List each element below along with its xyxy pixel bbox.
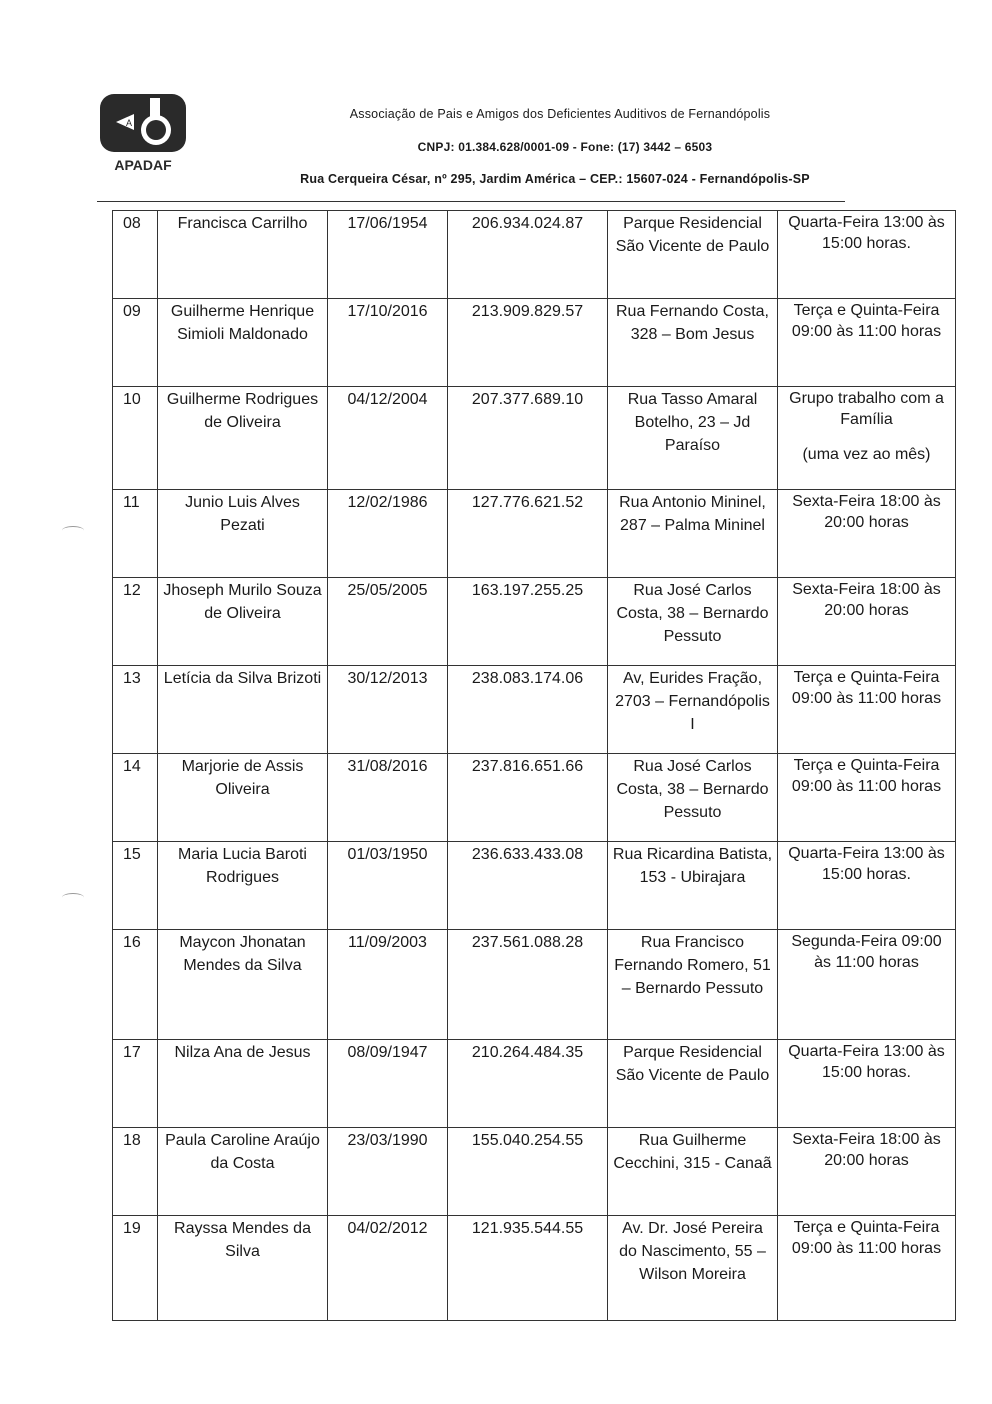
row-number bbox=[113, 387, 158, 490]
svg-text:A: A bbox=[126, 118, 133, 128]
document-number bbox=[448, 299, 608, 387]
document-number-text: 127.776.621.52 bbox=[471, 494, 584, 511]
student-name bbox=[158, 387, 328, 490]
row-number bbox=[113, 578, 158, 666]
schedule bbox=[778, 666, 956, 754]
table-row bbox=[113, 666, 956, 754]
table-row bbox=[113, 578, 956, 666]
birth-date-text: 23/03/1990 bbox=[347, 1132, 428, 1149]
schedule bbox=[778, 930, 956, 1040]
document-number bbox=[448, 211, 608, 299]
table-row bbox=[113, 754, 956, 842]
address-text: Rua José Carlos Costa, 38 – Bernardo Pessuto bbox=[616, 758, 769, 821]
address-text: Rua Guilherme Cecchini, 315 - Canaã bbox=[613, 1132, 772, 1172]
document-number-text: 210.264.484.35 bbox=[471, 1044, 584, 1061]
schedule-text: Sexta-Feira 18:00 às 20:00 horas bbox=[792, 493, 941, 531]
row-number-text: 08 bbox=[123, 215, 141, 232]
document-number-text: 238.083.174.06 bbox=[471, 670, 584, 687]
address bbox=[608, 578, 778, 666]
row-number bbox=[113, 842, 158, 930]
schedule-note: (uma vez ao mês) bbox=[802, 446, 931, 463]
org-name: Associação de Pais e Amigos dos Deficientes Auditivos de Fernandópolis bbox=[349, 107, 771, 121]
schedule-text: Sexta-Feira 18:00 às 20:00 horas bbox=[792, 1131, 941, 1169]
student-name-text: Guilherme Henrique Simioli Maldonado bbox=[170, 303, 315, 343]
birth-date-text: 30/12/2013 bbox=[347, 670, 428, 687]
document-number-text: 206.934.024.87 bbox=[471, 215, 584, 232]
student-name bbox=[158, 754, 328, 842]
document-number bbox=[448, 490, 608, 578]
schedule-text: Terça e Quinta-Feira 09:00 às 11:00 horas bbox=[791, 302, 942, 340]
birth-date-text: 17/10/2016 bbox=[347, 303, 428, 320]
document-number-text: 207.377.689.10 bbox=[471, 391, 584, 408]
schedule bbox=[778, 1216, 956, 1321]
schedule-text: Sexta-Feira 18:00 às 20:00 horas bbox=[792, 581, 941, 619]
birth-date bbox=[328, 754, 448, 842]
row-number-text: 09 bbox=[123, 303, 141, 320]
student-name bbox=[158, 930, 328, 1040]
row-number-text: 17 bbox=[123, 1044, 141, 1061]
address-text: Av. Dr. José Pereira do Nascimento, 55 – Wilson Moreira bbox=[619, 1220, 766, 1283]
schedule bbox=[778, 1040, 956, 1128]
table-row bbox=[113, 1128, 956, 1216]
address bbox=[608, 1216, 778, 1321]
schedule bbox=[778, 1128, 956, 1216]
row-number-text: 14 bbox=[123, 758, 141, 775]
address-text: Rua Fernando Costa, 328 – Bom Jesus bbox=[616, 303, 769, 343]
cnpj-line: CNPJ: 01.384.628/0001-09 - Fone: (17) 3442 – 6503 bbox=[417, 140, 713, 154]
schedule bbox=[778, 490, 956, 578]
document-number bbox=[448, 842, 608, 930]
row-number bbox=[113, 299, 158, 387]
row-number bbox=[113, 1040, 158, 1128]
birth-date-text: 08/09/1947 bbox=[347, 1044, 428, 1061]
document-number bbox=[448, 930, 608, 1040]
document-number-text: 213.909.829.57 bbox=[471, 303, 584, 320]
address bbox=[608, 930, 778, 1040]
apadaf-logo bbox=[98, 92, 188, 174]
schedule-text: Terça e Quinta-Feira 09:00 às 11:00 horas bbox=[791, 1219, 942, 1257]
document-number bbox=[448, 578, 608, 666]
document-number-text: 237.561.088.28 bbox=[471, 934, 584, 951]
row-number bbox=[113, 754, 158, 842]
birth-date bbox=[328, 930, 448, 1040]
student-name-text: Letícia da Silva Brizoti bbox=[163, 670, 322, 687]
student-name-text: Maria Lucia Baroti Rodrigues bbox=[178, 846, 307, 886]
address bbox=[608, 754, 778, 842]
birth-date bbox=[328, 490, 448, 578]
schedule bbox=[778, 578, 956, 666]
table-row bbox=[113, 930, 956, 1040]
student-name bbox=[158, 490, 328, 578]
birth-date-text: 04/12/2004 bbox=[347, 391, 428, 408]
student-name-text: Jhoseph Murilo Souza de Oliveira bbox=[163, 582, 322, 622]
birth-date-text: 25/05/2005 bbox=[347, 582, 428, 599]
student-name-text: Paula Caroline Araújo da Costa bbox=[165, 1132, 320, 1172]
birth-date bbox=[328, 211, 448, 299]
student-name-text: Rayssa Mendes da Silva bbox=[174, 1220, 311, 1260]
birth-date bbox=[328, 842, 448, 930]
address-text: Rua Antonio Mininel, 287 – Palma Mininel bbox=[619, 494, 766, 534]
row-number bbox=[113, 490, 158, 578]
row-number bbox=[113, 666, 158, 754]
row-number bbox=[113, 211, 158, 299]
schedule-text: Segunda-Feira 09:00 às 11:00 horas bbox=[791, 933, 942, 971]
birth-date bbox=[328, 387, 448, 490]
student-name bbox=[158, 299, 328, 387]
address bbox=[608, 490, 778, 578]
row-number-text: 19 bbox=[123, 1220, 141, 1237]
scan-mark bbox=[62, 526, 84, 535]
row-number bbox=[113, 1128, 158, 1216]
address bbox=[608, 666, 778, 754]
students-table bbox=[112, 210, 955, 1321]
row-number-text: 10 bbox=[123, 391, 141, 408]
document-number bbox=[448, 1040, 608, 1128]
birth-date bbox=[328, 1040, 448, 1128]
birth-date-text: 31/08/2016 bbox=[347, 758, 428, 775]
row-number-text: 11 bbox=[123, 494, 140, 511]
student-name-text: Maycon Jhonatan Mendes da Silva bbox=[179, 934, 306, 974]
scan-mark bbox=[62, 893, 84, 902]
document-number bbox=[448, 1216, 608, 1321]
row-number-text: 13 bbox=[123, 670, 141, 687]
address bbox=[608, 842, 778, 930]
row-number-text: 16 bbox=[123, 934, 141, 951]
logo-text: APADAF bbox=[114, 157, 172, 173]
row-number-text: 15 bbox=[123, 846, 141, 863]
row-number bbox=[113, 1216, 158, 1321]
table-row bbox=[113, 842, 956, 930]
address bbox=[608, 299, 778, 387]
address bbox=[608, 1128, 778, 1216]
address bbox=[608, 1040, 778, 1128]
document-number bbox=[448, 387, 608, 490]
address-text: Rua Francisco Fernando Romero, 51 – Bernardo Pessuto bbox=[614, 934, 771, 997]
student-name bbox=[158, 1128, 328, 1216]
address-text: Rua Tasso Amaral Botelho, 23 – Jd Paraíso bbox=[627, 391, 758, 454]
schedule-text: Quarta-Feira 13:00 às 15:00 horas. bbox=[788, 845, 945, 883]
student-name-text: Francisca Carrilho bbox=[177, 215, 308, 232]
student-name bbox=[158, 666, 328, 754]
address bbox=[608, 387, 778, 490]
birth-date-text: 12/02/1986 bbox=[347, 494, 428, 511]
student-name bbox=[158, 578, 328, 666]
document-number-text: 121.935.544.55 bbox=[471, 1220, 584, 1237]
student-name bbox=[158, 842, 328, 930]
birth-date-text: 01/03/1950 bbox=[347, 846, 428, 863]
row-number-text: 18 bbox=[123, 1132, 141, 1149]
document-number-text: 237.816.651.66 bbox=[471, 758, 584, 775]
document-number-text: 163.197.255.25 bbox=[471, 582, 584, 599]
student-name-text: Marjorie de Assis Oliveira bbox=[181, 758, 304, 798]
student-name bbox=[158, 1216, 328, 1321]
table-row bbox=[113, 211, 956, 299]
birth-date bbox=[328, 578, 448, 666]
student-name-text: Nilza Ana de Jesus bbox=[174, 1044, 311, 1061]
row-number-text: 12 bbox=[123, 582, 141, 599]
table-row bbox=[113, 490, 956, 578]
address-line: Rua Cerqueira César, nº 295, Jardim América – CEP.: 15607-024 - Fernandópolis-SP bbox=[300, 172, 810, 186]
student-name bbox=[158, 211, 328, 299]
document-number-text: 236.633.433.08 bbox=[471, 846, 584, 863]
birth-date-text: 04/02/2012 bbox=[347, 1220, 428, 1237]
schedule-text: Quarta-Feira 13:00 às 15:00 horas. bbox=[788, 214, 945, 252]
birth-date-text: 17/06/1954 bbox=[347, 215, 428, 232]
student-name bbox=[158, 1040, 328, 1128]
birth-date bbox=[328, 1128, 448, 1216]
schedule-text: Terça e Quinta-Feira 09:00 às 11:00 horas bbox=[791, 669, 942, 707]
student-name-text: Junio Luis Alves Pezati bbox=[185, 494, 300, 534]
student-name-text: Guilherme Rodrigues de Oliveira bbox=[166, 391, 319, 431]
birth-date-text: 11/09/2003 bbox=[348, 934, 427, 951]
schedule bbox=[778, 754, 956, 842]
schedule-text: Grupo trabalho com a Família bbox=[789, 390, 944, 428]
document-number-text: 155.040.254.55 bbox=[471, 1132, 584, 1149]
birth-date bbox=[328, 299, 448, 387]
address-text: Parque Residencial São Vicente de Paulo bbox=[615, 215, 770, 255]
address bbox=[608, 211, 778, 299]
row-number bbox=[113, 930, 158, 1040]
schedule-text: Quarta-Feira 13:00 às 15:00 horas. bbox=[788, 1043, 945, 1081]
header-divider bbox=[97, 201, 845, 202]
table-row bbox=[113, 299, 956, 387]
schedule bbox=[778, 211, 956, 299]
address-text: Parque Residencial São Vicente de Paulo bbox=[615, 1044, 770, 1084]
schedule-text: Terça e Quinta-Feira 09:00 às 11:00 horas bbox=[791, 757, 942, 795]
address-text: Av, Eurides Fração, 2703 – Fernandópolis I bbox=[615, 670, 770, 733]
document-number bbox=[448, 1128, 608, 1216]
table-row bbox=[113, 387, 956, 490]
document-number bbox=[448, 666, 608, 754]
address-text: Rua José Carlos Costa, 38 – Bernardo Pessuto bbox=[616, 582, 769, 645]
birth-date bbox=[328, 1216, 448, 1321]
schedule bbox=[778, 299, 956, 387]
schedule bbox=[778, 842, 956, 930]
address-text: Rua Ricardina Batista, 153 - Ubirajara bbox=[612, 846, 773, 886]
table-row bbox=[113, 1216, 956, 1321]
birth-date bbox=[328, 666, 448, 754]
document-number bbox=[448, 754, 608, 842]
schedule bbox=[778, 387, 956, 490]
table-row bbox=[113, 1040, 956, 1128]
